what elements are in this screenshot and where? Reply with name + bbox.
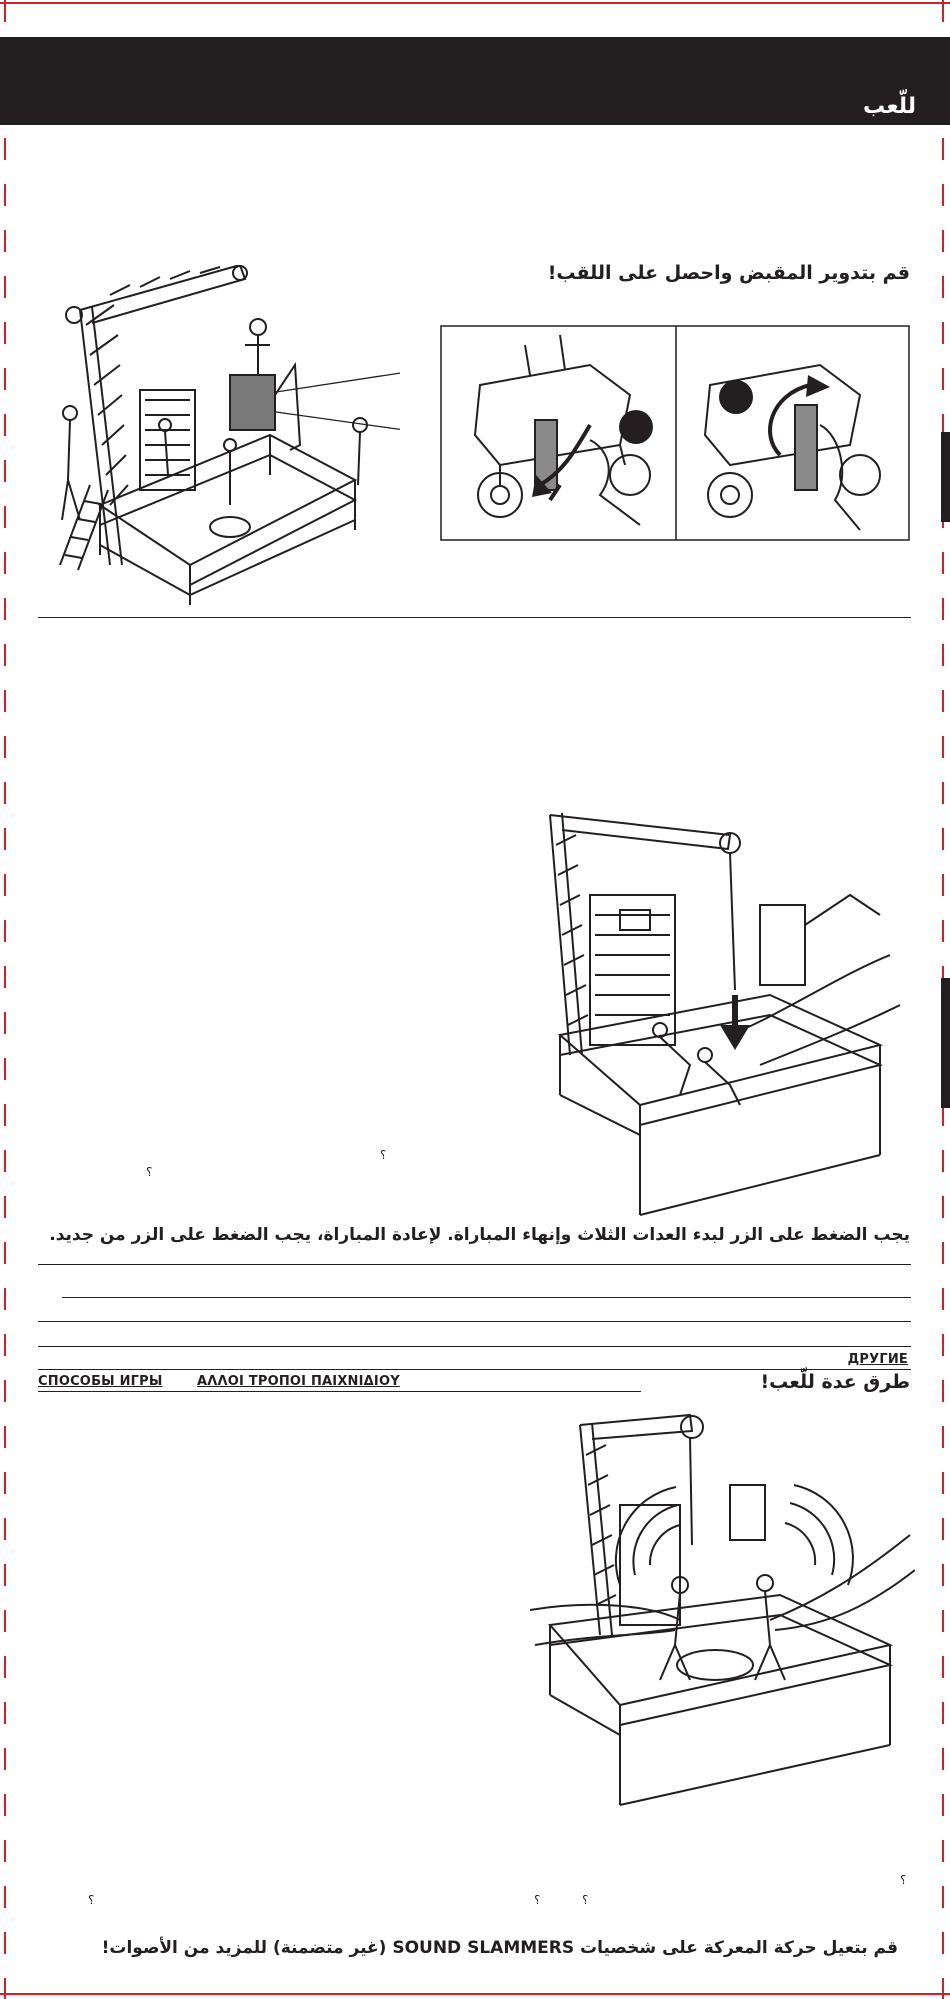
rule-line	[38, 1391, 641, 1392]
left-dashed-trim	[4, 0, 6, 1999]
sound-slammers-illustration	[530, 1405, 915, 1825]
rule-line	[38, 1264, 911, 1265]
crank-detail-panels	[440, 325, 910, 541]
ring-countdown-illustration	[530, 775, 910, 1225]
stray-mark: ؟	[900, 1873, 907, 1887]
stray-mark: ؟	[534, 1893, 541, 1907]
page-tab-marker	[941, 432, 950, 522]
other-ways-heading: طرق عدة للّعب!	[760, 1371, 910, 1393]
rule-line	[62, 1297, 911, 1298]
rule-line	[38, 1369, 911, 1370]
stray-mark: ؟	[88, 1893, 95, 1907]
section-divider	[38, 617, 911, 618]
rule-line	[38, 1321, 911, 1322]
bottom-trim-line	[0, 1993, 950, 1995]
page-tab-marker	[941, 978, 950, 1108]
crank-heading: قم بتدوير المقبض واحصل على اللقب!	[547, 262, 910, 284]
top-trim-line	[0, 2, 950, 4]
other-ways-russian: СПОСОБЫ ИГРЫ	[38, 1374, 163, 1389]
ring-crane-illustration	[40, 265, 400, 610]
stray-mark: ؟	[146, 1165, 153, 1179]
countdown-instruction: يجب الضغط على الزر لبدء العدات الثلاث وإنهاء المباراة. لإعادة المباراة، يجب الضغط على الزر من جديد.	[49, 1225, 910, 1245]
sound-slammers-instruction: قم بتعيل حركة المعركة على شخصيات SOUND SLAMMERS (غير متضمنة) للمزيد من الأصوات!	[101, 1938, 898, 1958]
header-bar	[0, 37, 950, 125]
other-ways-russian-top: ДРУГИЕ	[847, 1352, 908, 1367]
stray-mark: ؟	[582, 1893, 589, 1907]
header-title: للّعب	[863, 94, 916, 119]
other-ways-greek: ΑΛΛΟΙ ΤΡΟΠΟΙ ΠΑΙΧΝΙΔΙΟΥ	[197, 1374, 400, 1389]
rule-line	[38, 1346, 911, 1347]
stray-mark: ؟	[380, 1148, 387, 1162]
